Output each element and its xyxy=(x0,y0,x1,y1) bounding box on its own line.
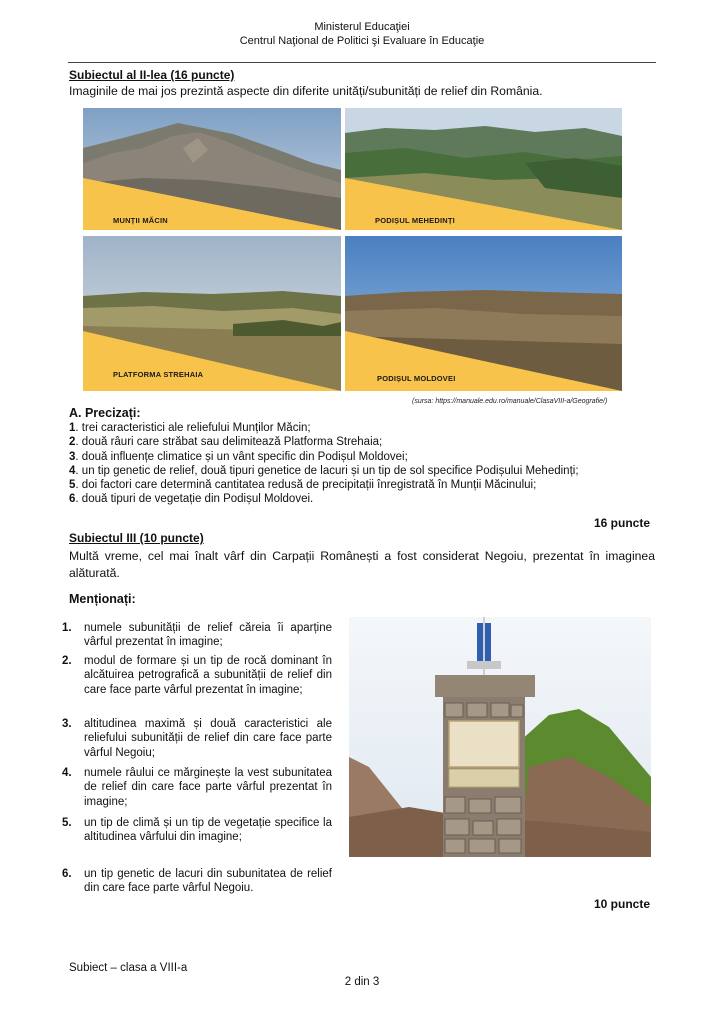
subject3-title: Subiectul III (10 puncte) xyxy=(69,531,204,545)
photo-podisul-moldovei xyxy=(345,236,622,391)
list-a-item: 6. două tipuri de vegetație din Podișul Moldovei. xyxy=(69,493,314,506)
header-divider xyxy=(68,62,656,63)
list-item: 2. modul de formare și un tip de rocă dominant în alcătuirea petrografică a subunității de relief din care face parte vârful prezentat în imagine; xyxy=(62,655,332,696)
list-a-item: 5. doi factori care determină cantitatea redusă de precipitații înregistrată în Munții Măcinului; xyxy=(69,479,537,492)
photo-label-moldovei: PODIȘUL MOLDOVEI xyxy=(377,374,456,383)
section-a-title: A. Precizați: xyxy=(69,406,141,420)
list-item: 1. numele subunității de relief căreia îi aparține vârful prezentat în imagine; xyxy=(62,622,332,649)
photo-label-macin: MUNȚII MĂCIN xyxy=(113,216,168,225)
list-item: 3. altitudinea maximă și două caracteristici ale reliefului subunității de relief din care face parte vârful Negoiu; xyxy=(62,718,332,759)
photo-varful-negoiu xyxy=(349,617,651,857)
subject3-points: 10 puncte xyxy=(594,897,651,911)
page-number: 2 din 3 xyxy=(344,976,380,988)
header-center: Centrul Naţional de Politici şi Evaluare în Educaţie xyxy=(239,35,485,47)
photo-platforma-strehaia xyxy=(83,236,341,391)
list-subject3 xyxy=(62,621,332,901)
mentionati-title: Menționați: xyxy=(69,592,136,606)
list-a-item: 3. două influențe climatice și un vânt specific din Podișul Moldovei; xyxy=(69,450,408,463)
subject2-intro: Imaginile de mai jos prezintă aspecte din diferite unități/subunități de relief din România. xyxy=(69,84,543,98)
photo-label-mehedinti: PODIȘUL MEHEDINȚI xyxy=(375,216,455,225)
subject2-title: Subiectul al II-lea (16 puncte) xyxy=(69,68,235,82)
list-a xyxy=(69,421,579,507)
footer-subject: Subiect – clasa a VIII-a xyxy=(69,962,188,974)
list-a-item: 2. două râuri care străbat sau delimitează Platforma Strehaia; xyxy=(69,436,383,449)
list-a-item: 4. un tip genetic de relief, două tipuri genetice de lacuri și un tip de sol specifice Podișului Mehedinți; xyxy=(69,464,579,477)
subject2-points: 16 puncte xyxy=(594,516,651,530)
image-source: (sursa: https://manuale.edu.ro/manuale/ClasaVIII-a/Geografie/) xyxy=(412,398,608,405)
list-item: 5. un tip de climă și un tip de vegetație specifice la altitudinea vârfului din imagine; xyxy=(62,817,332,844)
list-item: 4. numele râului ce mărginește la vest subunitatea de relief din care face parte vârful prezentat în imagine; xyxy=(62,767,332,808)
photo-label-strehaia: PLATFORMA STREHAIA xyxy=(113,370,204,379)
subject3-intro: Multă vreme, cel mai înalt vârf din Carpații Românești a fost considerat Negoiu, prezentat în imaginea alăturată. xyxy=(69,549,655,580)
list-item: 6. un tip genetic de lacuri din subunitatea de relief din care face parte vârful Negoiu. xyxy=(62,868,332,895)
header-ministry: Ministerul Educaţiei xyxy=(314,21,410,33)
photo-podisul-mehedinti xyxy=(345,108,622,230)
list-a-item: 1. trei caracteristici ale reliefului Munților Măcin; xyxy=(69,422,311,434)
photo-muntii-macin xyxy=(83,108,341,230)
